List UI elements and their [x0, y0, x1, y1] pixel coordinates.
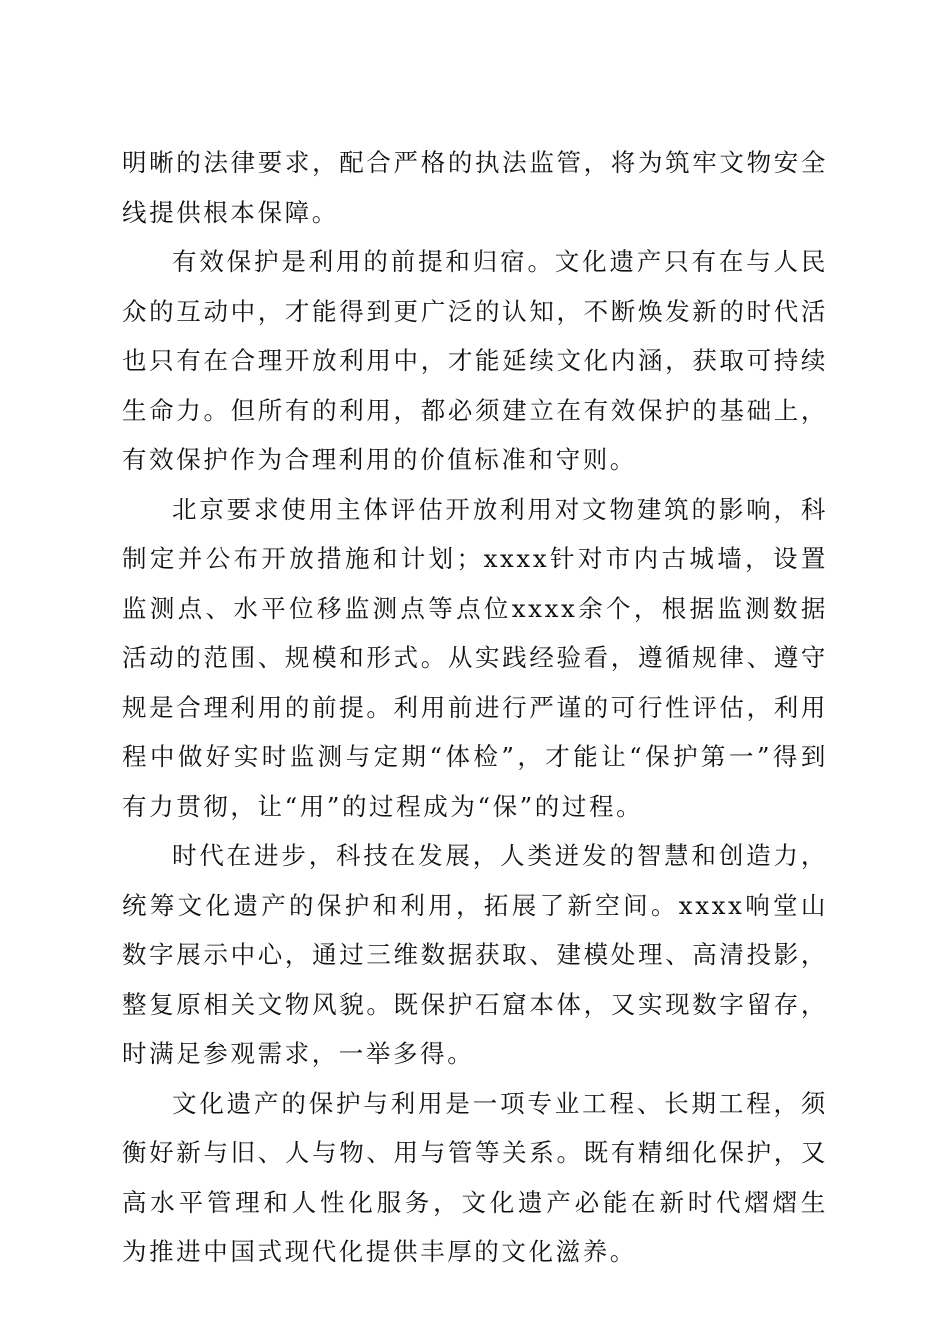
text-line: 有效保护是利用的前提和归宿。文化遗产只有在与人民 — [172, 247, 828, 276]
text-line: 众的互动中，才能得到更广泛的认知，不断焕发新的时代活 — [122, 296, 828, 326]
text-line: 活动的范围、规模和形式。从实践经验看，遵循规律、遵守 — [122, 643, 828, 672]
text-line: 衡好新与旧、人与物、用与管等关系。既有精细化保护，又 — [122, 1138, 828, 1167]
text-line: 文化遗产的保护与利用是一项专业工程、长期工程，须 — [172, 1088, 828, 1118]
text-line: 明晰的法律要求，配合严格的执法监管，将为筑牢文物安全 — [122, 148, 828, 177]
text-line: 整复原相关文物风貌。既保护石窟本体，又实现数字留存， — [122, 989, 828, 1019]
paragraph-2 — [122, 237, 828, 485]
text-line: 监测点、水平位移监测点等点位xxxx余个，根据监测数据 — [122, 593, 828, 623]
body-text — [122, 138, 828, 1277]
text-line: 高水平管理和人性化服务，文化遗产必能在新时代熠熠生 — [122, 1187, 828, 1217]
text-line: 线提供根本保障。 — [122, 197, 339, 227]
text-line: 统筹文化遗产的保护和利用，拓展了新空间。xxxx响堂山 — [122, 890, 828, 920]
text-line: 数字展示中心，通过三维数据获取、建模处理、高清投影， — [122, 940, 828, 969]
text-line: 也只有在合理开放利用中，才能延续文化内涵，获取可持续 — [122, 346, 828, 375]
paragraph-3 — [122, 485, 828, 832]
text-line: 时满足参观需求，一举多得。 — [122, 1039, 475, 1068]
paragraph-1 — [122, 138, 828, 237]
text-line: 为推进中国式现代化提供丰厚的文化滋养。 — [122, 1237, 637, 1266]
paragraph-5 — [122, 1079, 828, 1277]
text-line: 生命力。但所有的利用，都必须建立在有效保护的基础上， — [122, 395, 828, 425]
paragraph-4 — [122, 831, 828, 1079]
text-line: 时代在进步，科技在发展，人类迸发的智慧和创造力， — [172, 841, 828, 870]
text-line: 有效保护作为合理利用的价值标准和守则。 — [122, 445, 637, 474]
text-line: 北京要求使用主体评估开放利用对文物建筑的影响，科 — [172, 494, 828, 524]
text-line: 有力贯彻，让“用”的过程成为“保”的过程。 — [122, 791, 644, 821]
text-line: 规是合理利用的前提。利用前进行严谨的可行性评估，利用 — [122, 692, 828, 722]
text-line: 程中做好实时监测与定期“体检”，才能让“保护第一”得到 — [122, 742, 828, 771]
text-line: 制定并公布开放措施和计划；xxxx针对市内古城墙，设置 — [122, 544, 828, 573]
